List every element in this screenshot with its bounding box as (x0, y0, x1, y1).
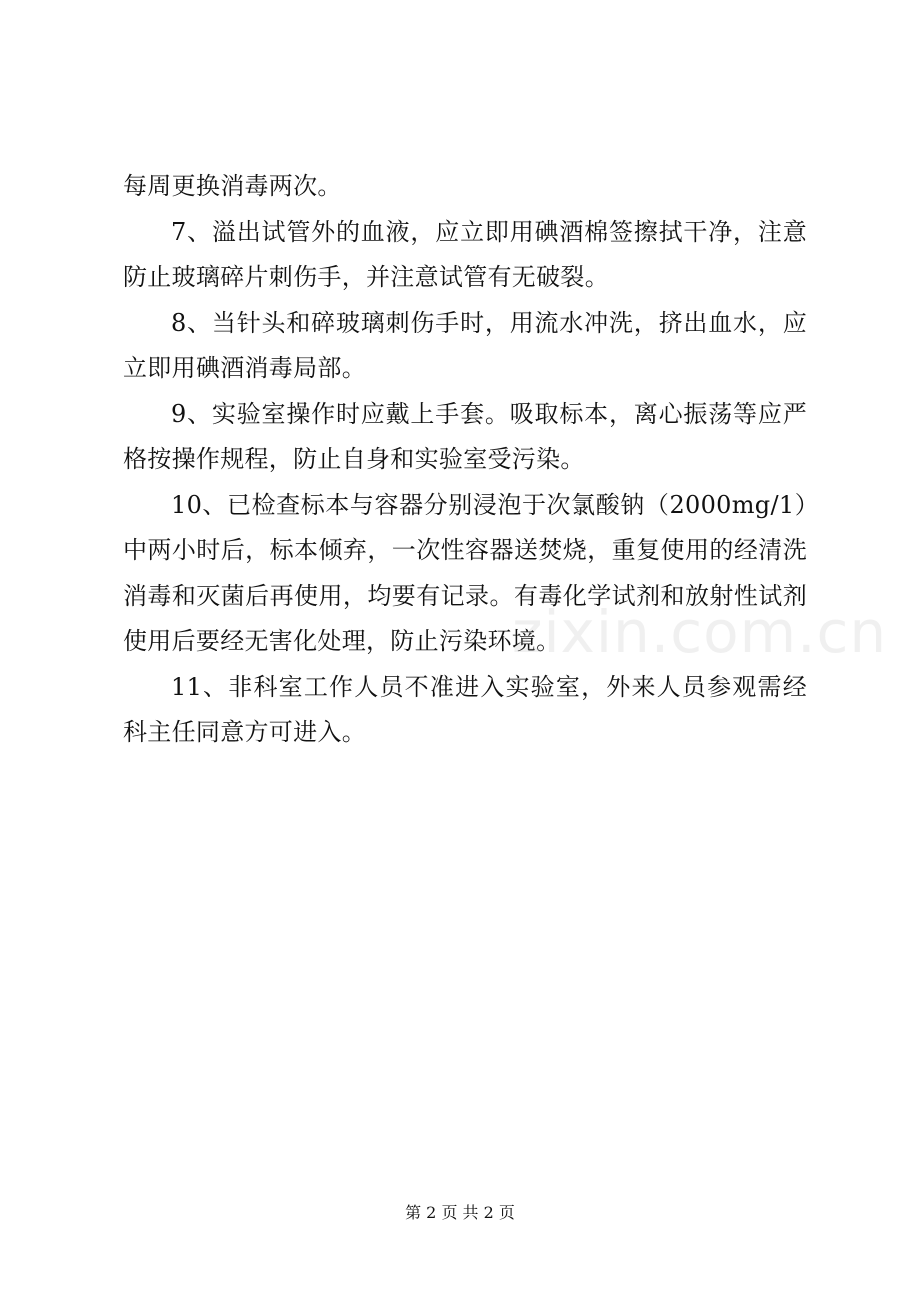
paragraph-continuation: 每周更换消毒两次。 (123, 172, 342, 200)
document-body (123, 164, 807, 756)
paragraph-item-7: 7、溢出试管外的血液，应立即用碘酒棉签擦拭干净，注意防止玻璃碎片刺伤手，并注意试管有无破裂。 (123, 217, 807, 291)
paragraph-item-11: 11、非科室工作人员不准进入实验室，外来人员参观需经科主任同意方可进入。 (123, 672, 807, 746)
paragraph-item-10: 10、已检查标本与容器分别浸泡于次氯酸钠（2000mg/1）中两小时后，标本倾弃，一次性容器送焚烧，重复使用的经清洗消毒和灭菌后再使用，均要有记录。有毒化学试剂和放射性试剂使用后要经无害化处理，防止污染环境。 (123, 490, 807, 655)
paragraph-item-8: 8、当针头和碎玻璃刺伤手时，用流水冲洗，挤出血水，应立即用碘酒消毒局部。 (123, 308, 807, 382)
watermark: zixin.com.cn (512, 598, 888, 666)
paragraph-item-9: 9、实验室操作时应戴上手套。吸取标本，离心振荡等应严格按操作规程，防止自身和实验室受污染。 (123, 399, 807, 473)
page-footer: 第 2 页 共 2 页 (405, 1203, 515, 1222)
